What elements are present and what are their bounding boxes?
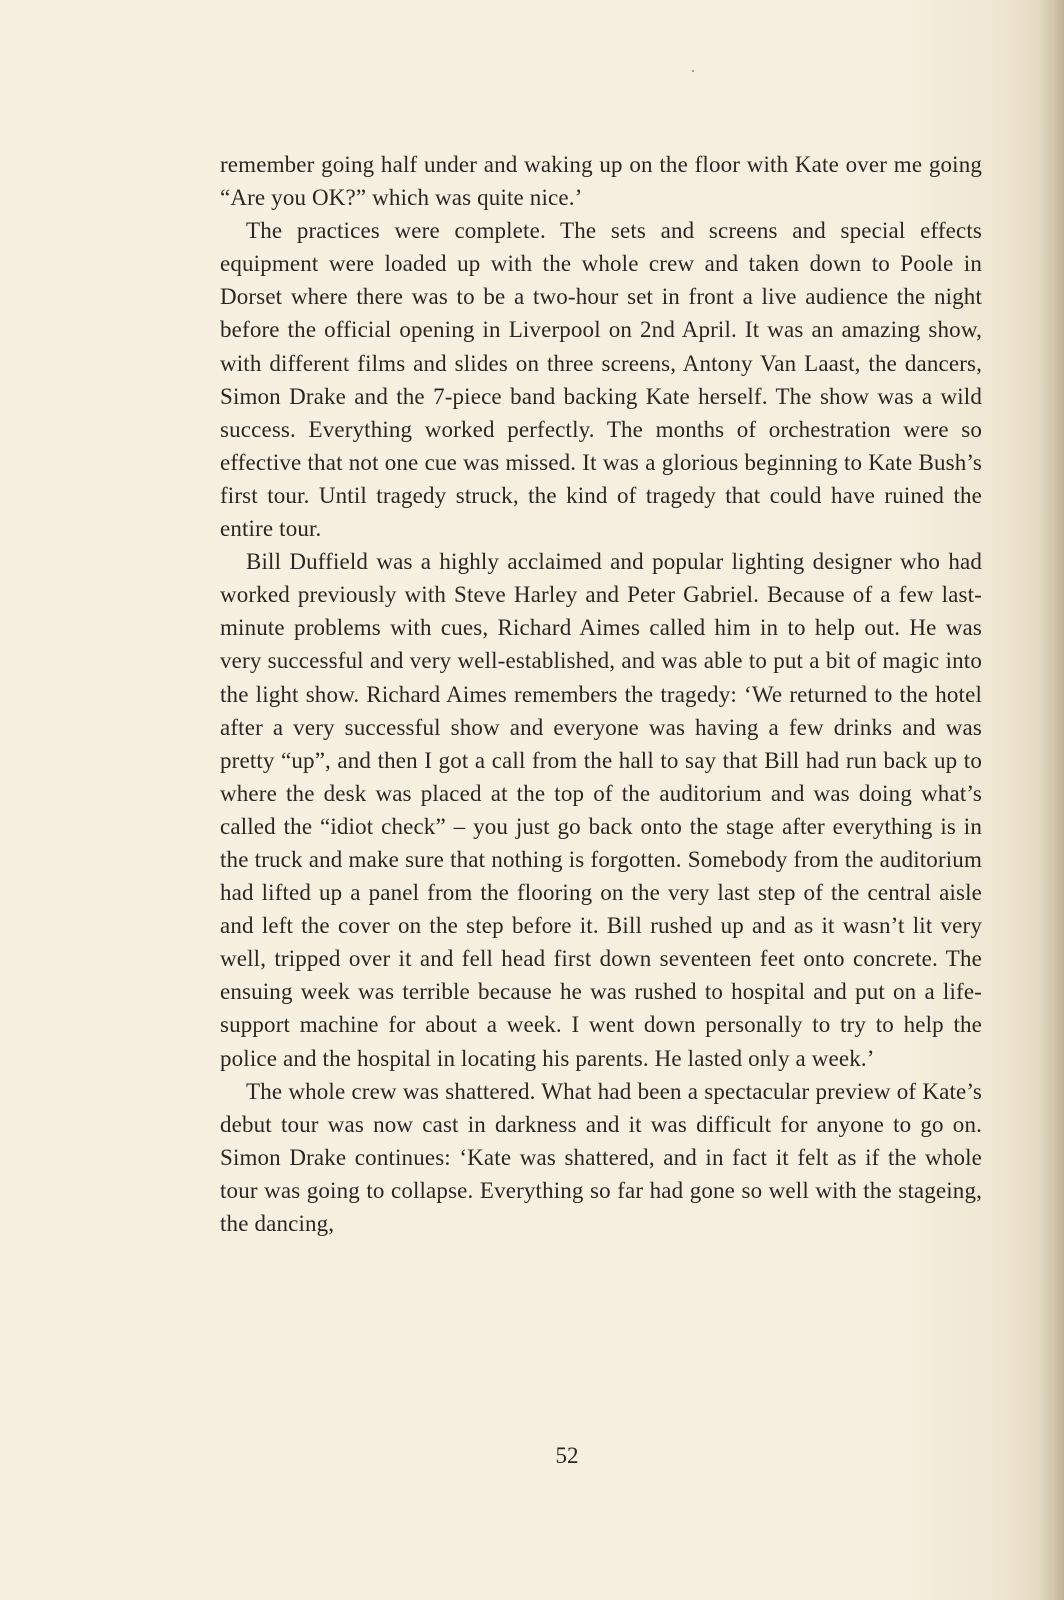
paragraph-bill-duffield: Bill Duffield was a highly acclaimed and popular lighting designer who had worked previously with Steve Harley and Peter Gabriel. Because of a few last-minute problems with cues, Richard Aimes called him in to help out. He was very successful and very well-established, and was able to put a bit of magic into the light show. Richard Aimes remembers the tragedy: ‘We returned to the hotel after a very successful show and everyone was having a few drinks and was pretty “up”, and then I got a call from the hall to say that Bill had run back up to where the desk was placed at the top of the auditorium and was doing what’s called the “idiot check” – you just go back onto the stage after everything is in the truck and make sure that nothing is forgotten. Somebody from the auditorium had lifted up a panel from the flooring on the very last step of the central aisle and left the cover on the step before it. Bill rushed up and as it wasn’t lit very well, tripped over it and fell head first down seventeen feet onto concrete. The ensuing week was terrible because he was rushed to hospital and put on a life-support machine for about a week. I went down personally to try to help the police and the hospital in locating his parents. He lasted only a week.’ [220, 549, 982, 1071]
paper-speck [692, 70, 694, 72]
page-edge-shadow [1036, 0, 1064, 1600]
paragraph-continuation: remember going half under and waking up on the floor with Kate over me going “Are you OK?” which was quite nice.’ [220, 152, 982, 211]
body-text [220, 148, 982, 1240]
paragraph-practices: The practices were complete. The sets and screens and special effects equipment were loaded up with the whole crew and taken down to Poole in Dorset where there was to be a two-hour set in front a live audience the night before the official opening in Liverpool on 2nd April. It was an amazing show, with different films and slides on three screens, Antony Van Laast, the dancers, Simon Drake and the 7-piece band backing Kate herself. The show was a wild success. Everything worked perfectly. The months of orchestration were so effective that not one cue was missed. It was a glorious beginning to Kate Bush’s first tour. Until tragedy struck, the kind of tragedy that could have ruined the entire tour. [220, 218, 982, 542]
paragraph-crew-shattered: The whole crew was shattered. What had been a spectacular preview of Kate’s debut tour was now cast in darkness and it was difficult for anyone to go on. Simon Drake continues: ‘Kate was shattered, and in fact it felt as if the whole tour was going to collapse. Everything so far had gone so well with the stageing, the dancing, [220, 1078, 982, 1236]
page-number: 52 [555, 1443, 579, 1468]
